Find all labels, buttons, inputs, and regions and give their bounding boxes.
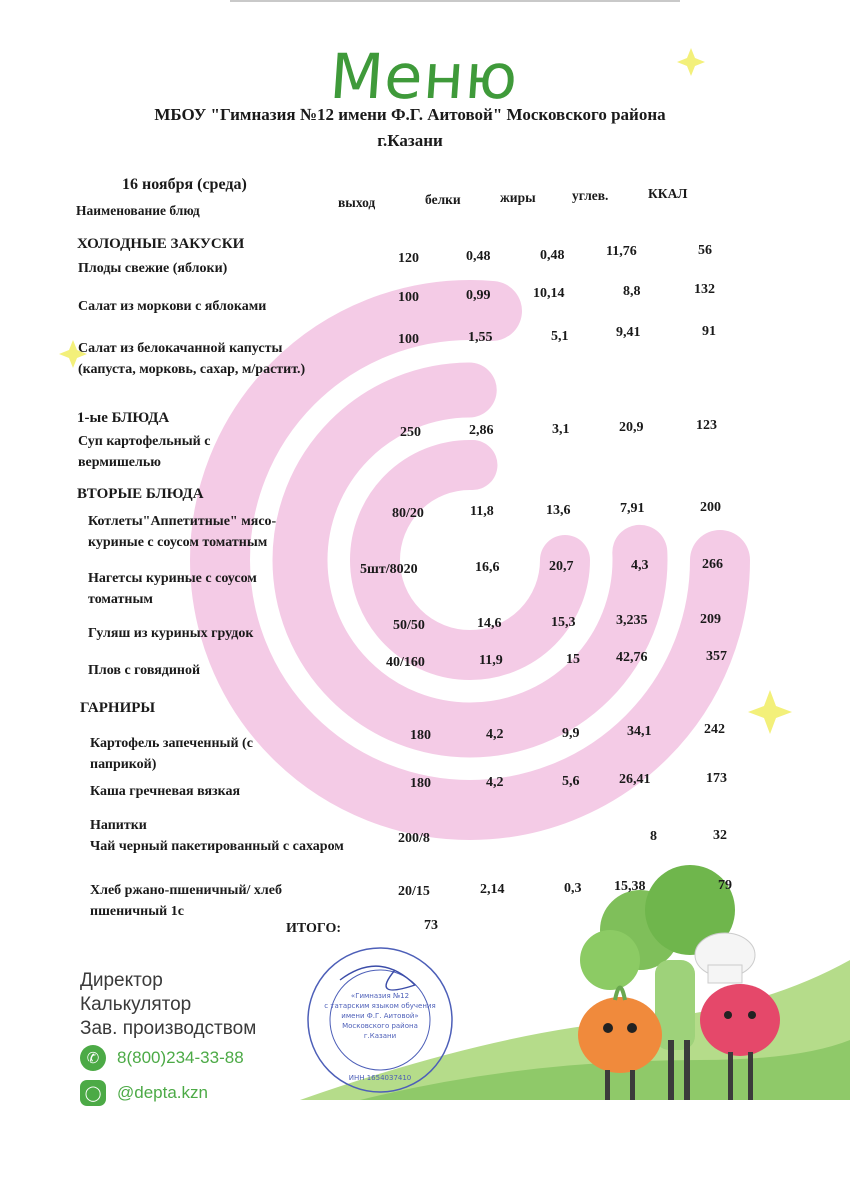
- dish-name: Нагетсы куриные с соусом томатным: [88, 571, 257, 607]
- stamp-inn: ИНН 1654037410: [348, 1074, 412, 1082]
- value-protein: 0,48: [466, 249, 491, 264]
- value-output: 40/160: [386, 655, 425, 670]
- value-fat: 15,3: [551, 615, 576, 630]
- value-kcal: 32: [713, 828, 727, 843]
- value-kcal: 123: [696, 418, 717, 433]
- total-value: 73: [424, 918, 438, 933]
- sparkle-icon: [748, 690, 792, 734]
- stamp-line3: имени Ф.Г. Аитовой»: [341, 1012, 419, 1020]
- value-fat: 5,6: [562, 774, 580, 789]
- value-protein: 2,86: [469, 423, 494, 438]
- dish-name: Плов с говядиной: [88, 663, 201, 678]
- value-carbs: 4,3: [631, 558, 649, 573]
- value-fat: 3,1: [552, 422, 570, 437]
- value-output: 5шт/8020: [360, 562, 418, 577]
- section-second-courses: ВТОРЫЕ БЛЮДА: [77, 486, 204, 502]
- value-fat: 5,1: [551, 329, 569, 344]
- value-fat: 10,14: [533, 286, 565, 301]
- value-output: 120: [398, 251, 419, 266]
- section-cold-appetizers: ХОЛОДНЫЕ ЗАКУСКИ: [77, 236, 245, 252]
- footer-calculator: Калькулятор: [80, 994, 192, 1015]
- value-carbs: 26,41: [619, 772, 651, 787]
- value-carbs: 8,8: [623, 284, 641, 299]
- section-garnishes: ГАРНИРЫ: [80, 700, 156, 716]
- value-carbs: 9,41: [616, 325, 641, 340]
- value-fat: 9,9: [562, 726, 580, 741]
- phone-icon: ✆: [80, 1045, 106, 1071]
- column-header-output: выход: [338, 195, 376, 210]
- instagram-icon: ◯: [80, 1080, 106, 1106]
- value-kcal: 79: [718, 878, 732, 893]
- menu-date: 16 ноября (среда): [122, 176, 247, 193]
- value-protein: 11,8: [470, 504, 494, 519]
- value-fat: 15: [566, 652, 580, 667]
- value-carbs: 15,38: [614, 879, 646, 894]
- column-header-kcal: ККАЛ: [648, 186, 688, 201]
- value-protein: 11,9: [479, 653, 503, 668]
- sparkle-icon: [677, 48, 705, 76]
- value-kcal: 266: [702, 557, 723, 572]
- value-output: 80/20: [392, 506, 424, 521]
- dish-name: Котлеты"Аппетитные" мясо-куриные с соусом томатным: [88, 514, 277, 550]
- section-drinks: Напитки: [90, 818, 147, 833]
- value-fat: 0,3: [564, 881, 582, 896]
- value-carbs: 42,76: [616, 650, 648, 665]
- value-protein: 0,99: [466, 288, 491, 303]
- value-kcal: 209: [700, 612, 721, 627]
- instagram-handle[interactable]: @depta.kzn: [117, 1083, 208, 1102]
- value-output: 100: [398, 332, 419, 347]
- stamp-line5: г.Казани: [363, 1032, 397, 1040]
- dish-name: Чай черный пакетированный с сахаром: [90, 839, 344, 854]
- footer-director: Директор: [80, 970, 163, 991]
- value-kcal: 200: [700, 500, 721, 515]
- value-carbs: 20,9: [619, 420, 644, 435]
- value-carbs: 8: [650, 829, 657, 844]
- value-kcal: 91: [702, 324, 716, 339]
- value-protein: 4,2: [486, 727, 504, 742]
- value-carbs: 34,1: [627, 724, 652, 739]
- phone-number[interactable]: 8(800)234-33-88: [117, 1048, 244, 1067]
- value-output: 180: [410, 728, 431, 743]
- dish-name: Хлеб ржано-пшеничный/ хлеб пшеничный 1с: [90, 883, 282, 919]
- total-label: ИТОГО:: [286, 921, 342, 936]
- menu-title: Меню: [327, 40, 521, 113]
- value-fat: 13,6: [546, 503, 571, 518]
- value-protein: 2,14: [480, 882, 505, 897]
- dish-name: Каша гречневая вязкая: [90, 784, 241, 799]
- value-protein: 1,55: [468, 330, 493, 345]
- value-kcal: 56: [698, 243, 712, 258]
- stamp-line4: Московского района: [342, 1022, 418, 1030]
- value-kcal: 173: [706, 771, 727, 786]
- column-header-protein: белки: [425, 192, 461, 207]
- stamp-line1: «Гимназия №12: [350, 992, 410, 1000]
- value-output: 50/50: [393, 618, 425, 633]
- value-output: 180: [410, 776, 431, 791]
- value-output: 100: [398, 290, 419, 305]
- value-protein: 14,6: [477, 616, 502, 631]
- value-protein: 4,2: [486, 775, 504, 790]
- value-kcal: 242: [704, 722, 725, 737]
- value-carbs: 11,76: [606, 244, 637, 259]
- dish-name: Плоды свежие (яблоки): [78, 261, 228, 276]
- school-name: [60, 102, 760, 154]
- value-kcal: 132: [694, 282, 715, 297]
- section-first-courses: 1-ые БЛЮДА: [77, 410, 170, 426]
- column-header-fat: жиры: [500, 190, 536, 205]
- dish-name: Гуляш из куриных грудок: [88, 626, 254, 641]
- value-output: 250: [400, 425, 421, 440]
- value-output: 200/8: [398, 831, 430, 846]
- stamp-line2: с татарским языком обучения: [324, 1002, 436, 1010]
- official-stamp: [300, 940, 460, 1100]
- value-carbs: 7,91: [620, 501, 645, 516]
- value-carbs: 3,235: [616, 613, 648, 628]
- footer-production: Зав. производством: [80, 1018, 257, 1039]
- value-protein: 16,6: [475, 560, 500, 575]
- value-output: 20/15: [398, 884, 430, 899]
- column-header-name: Наименование блюд: [76, 203, 200, 218]
- dish-name: Салат из белокачанной капусты (капуста, морковь, сахар, м/растит.): [78, 341, 306, 377]
- dish-name: Картофель запеченный (с паприкой): [90, 736, 253, 772]
- school-name-line1: МБОУ "Гимназия №12 имени Ф.Г. Аитовой" Московского района: [154, 105, 666, 124]
- column-header-carbs: углев.: [572, 188, 609, 203]
- dish-name: Салат из моркови с яблоками: [78, 299, 267, 314]
- value-fat: 20,7: [549, 559, 574, 574]
- school-name-line2: г.Казани: [377, 131, 443, 150]
- value-kcal: 357: [706, 649, 727, 664]
- value-fat: 0,48: [540, 248, 565, 263]
- dish-name: Суп картофельный с вермишелью: [78, 434, 211, 470]
